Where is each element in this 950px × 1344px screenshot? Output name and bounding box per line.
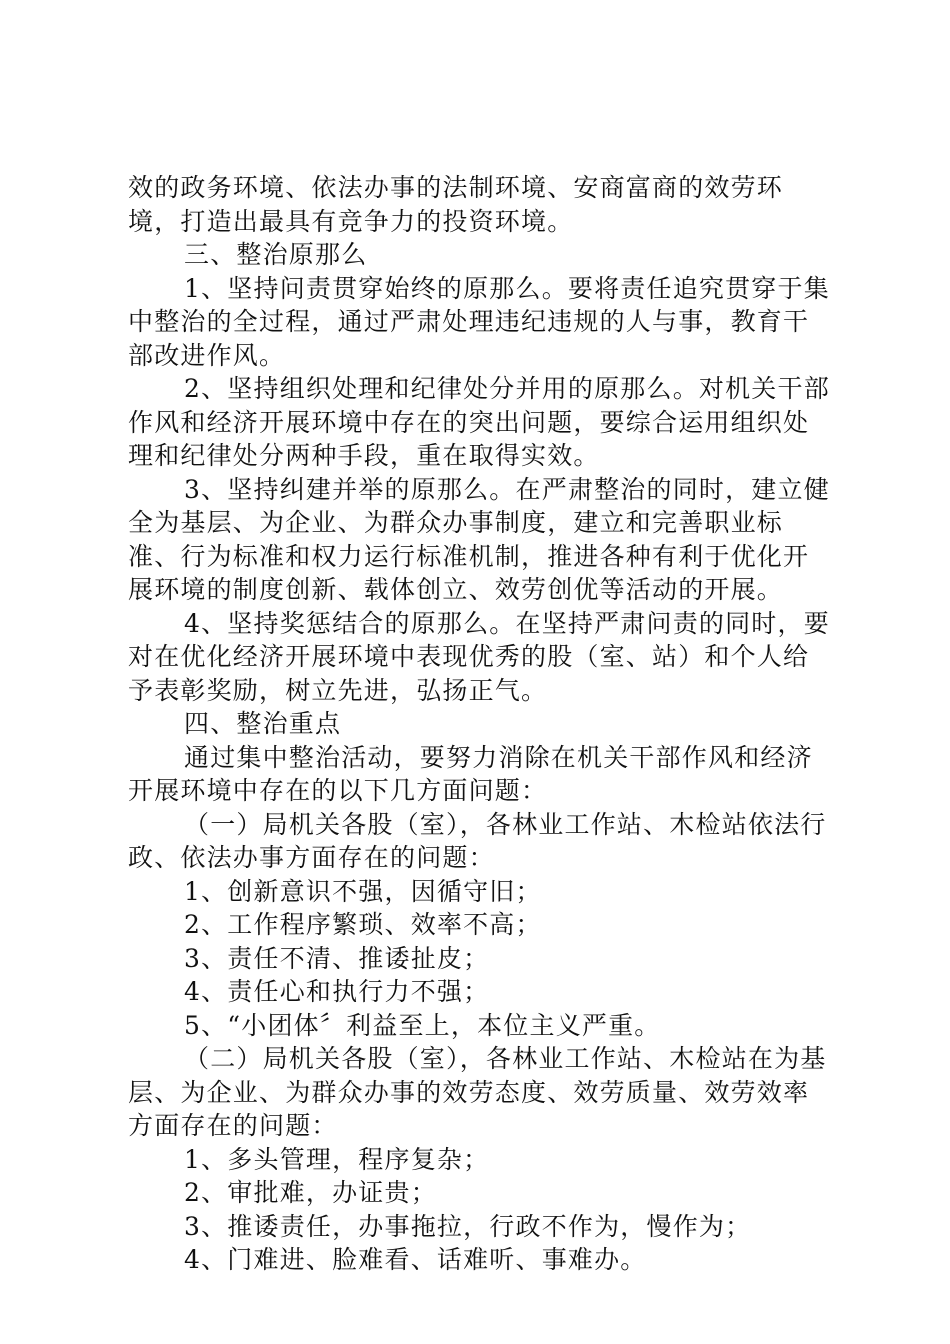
section-heading-focus: 四、整治重点 [184,709,342,738]
problem-item-1-4: 4、责任心和执行力不强； [184,977,490,1006]
principle-item-1: 1、坚持问责贯穿始终的原那么。要将责任追究贯穿于集中整治的全过程，通过严肃处理违纪违规的人与事，教育干部改进作风。 [128,273,830,370]
problem-item-1-3: 3、责任不清、推诿扯皮； [184,943,490,973]
problem-item-2-4: 4、门难进、脸难看、话难听、事难办。 [184,1245,647,1274]
focus-intro: 通过集中整治活动，要努力消除在机关干部作风和经济开展环境中存在的以下几方面问题： [128,742,813,805]
principle-item-2: 2、坚持组织处理和纪律处分并用的原那么。对机关干部作风和经济开展环境中存在的突出问题，要综合运用组织处理和纪律处分两种手段，重在取得实效。 [128,374,830,470]
problem-item-1-1: 1、创新意识不强，因循守旧； [184,876,542,906]
problem-item-2-1: 1、多头管理，程序复杂； [184,1144,490,1174]
problem-item-2-2: 2、审批难，办证贵； [184,1178,437,1207]
principle-item-4: 4、坚持奖惩结合的原那么。在坚持严肃问责的同时，要对在优化经济开展环境中表现优秀的股（室、站）和个人给予表彰奖励，树立先进，弘扬正气。 [128,608,830,705]
subsection-heading-2: （二）局机关各股（室），各林业工作站、木检站在为基层、为企业、为群众办事的效劳态度、效劳质量、效劳效率方面存在的问题： [128,1044,827,1140]
section-heading-principles: 三、整治原那么 [184,240,368,269]
paragraph-continuation: 效的政务环境、依法办事的法制环境、安商富商的效劳环境，打造出最具有竞争力的投资环境。 [128,173,784,236]
problem-item-1-2: 2、工作程序繁琐、效率不高； [184,910,542,939]
document-body [128,171,832,1277]
problem-item-2-3: 3、推诿责任，办事拖拉，行政不作为，慢作为； [184,1211,752,1241]
problem-item-1-5: 5、“小团体〞利益至上，本位主义严重。 [184,1010,661,1040]
principle-item-3: 3、坚持纠建并举的原那么。在严肃整治的同时，建立健全为基层、为企业、为群众办事制度，建立和完善职业标准、行为标准和权力运行标准机制，推进各种有利于优化开展环境的制度创新、载体创立、效劳创优等活动的开展。 [128,474,830,604]
subsection-heading-1: （一）局机关各股（室），各林业工作站、木检站依法行政、依法办事方面存在的问题： [128,809,827,872]
